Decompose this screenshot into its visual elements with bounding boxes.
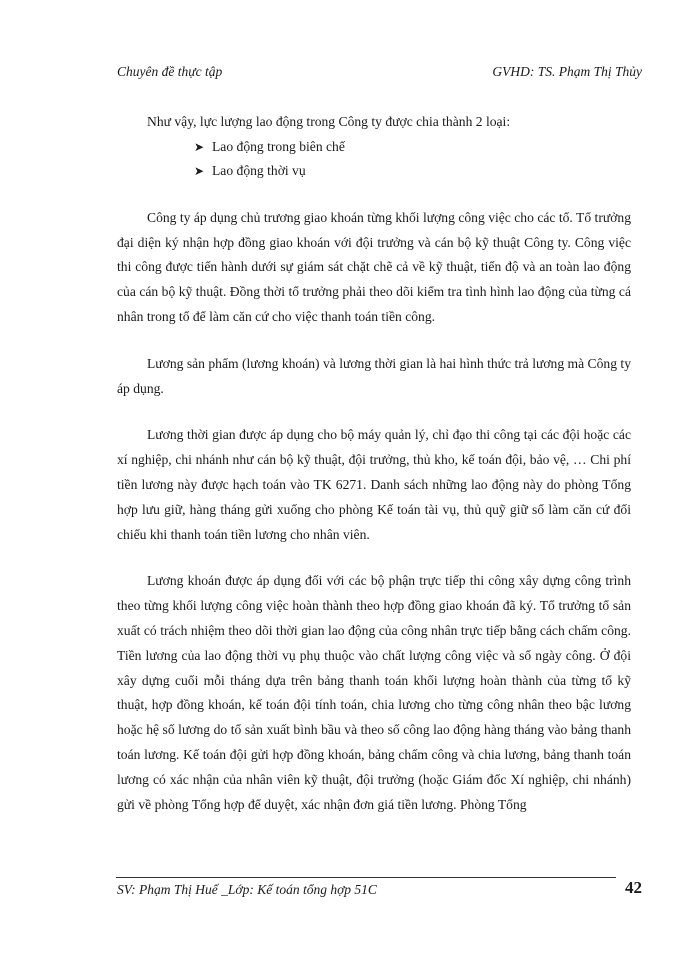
footer-divider [116, 877, 616, 878]
paragraph: Lương khoán được áp dụng đối với các bộ phận trực tiếp thi công xây dựng công trình theo từng khối lượng công việc hoàn thành theo hợp đồng giao khoán đã ký. Tổ trưởng tổ sản xuất có trách nhiệm theo dõi thời gian lao động của công nhân trực tiếp bằng cách chấm công. Tiền lương của lao động thời vụ phụ thuộc vào chất lượng công việc và số ngày công. Ở đội xây dựng cuối mỗi tháng dựa trên bảng thanh toán khối lượng hoàn thành của từng tổ kỹ thuật, hợp đồng khoán, kế toán đội tính toán, chia lương cho từng công nhân theo bậc lương hoặc hệ số lương do tổ sản xuất bình bầu và theo số công lao động hàng tháng vào bảng thanh toán lương. Kế toán đội gửi hợp đồng khoán, bảng chấm công và chia lương, bảng thanh toán lương có xác nhận của nhân viên kỹ thuật, đội trưởng (hoặc Giám đốc Xí nghiệp, chi nhánh) gửi về phòng Tổng hợp để duyệt, xác nhận đơn giá tiền lương. Phòng Tổng [117, 573, 631, 812]
header-left: Chuyên đề thực tập [117, 64, 223, 79]
arrow-bullet-icon: ➤ [194, 139, 205, 154]
bullet-item [117, 159, 631, 184]
page-number: 42 [625, 878, 642, 897]
paragraph: Lương thời gian được áp dụng cho bộ máy quản lý, chỉ đạo thi công tại các đội hoặc các xí nghiệp, chi nhánh như cán bộ kỹ thuật, đội trưởng, thủ kho, kế toán đội, bảo vệ, … Chi phí tiền lương này được hạch toán vào TK 6271. Danh sách những lao động này do phòng Tổng hợp lưu giữ, hàng tháng gửi xuống cho phòng Kế toán tài vụ, thủ quỹ giữ sổ làm căn cứ đối chiếu khi thanh toán tiền lương cho nhân viên. [117, 427, 631, 542]
paragraph: Công ty áp dụng chủ trương giao khoán từng khối lượng công việc cho các tổ. Tổ trưởng đại diện ký nhận hợp đồng giao khoán với đội trưởng và cán bộ kỹ thuật Công ty. Công việc thi công được tiến hành dưới sự giám sát chặt chẽ cả về kỹ thuật, tiến độ và an toàn lao động của cán bộ kỹ thuật. Đồng thời tổ trưởng phải theo dõi kiểm tra tình hình lao động của từng cá nhân trong tổ để làm căn cứ cho việc thanh toán tiền công. [117, 209, 631, 324]
intro-text: Như vậy, lực lượng lao động trong Công ty được chia thành 2 loại: [147, 114, 511, 129]
paragraph: Lương sản phẩm (lương khoán) và lương thời gian là hai hình thức trả lương mà Công ty áp dụng. [117, 355, 631, 396]
document-body [117, 110, 631, 817]
arrow-bullet-icon: ➤ [194, 164, 205, 179]
header-right: GVHD: TS. Phạm Thị Thủy [492, 64, 642, 79]
bullet-label: Lao động trong biên chế [212, 138, 345, 154]
bullet-list [117, 135, 631, 184]
footer-left: SV: Phạm Thị Huế _Lớp: Kế toán tổng hợp 51C [117, 882, 377, 897]
bullet-item [117, 135, 631, 160]
bullet-label: Lao động thời vụ [212, 163, 306, 179]
